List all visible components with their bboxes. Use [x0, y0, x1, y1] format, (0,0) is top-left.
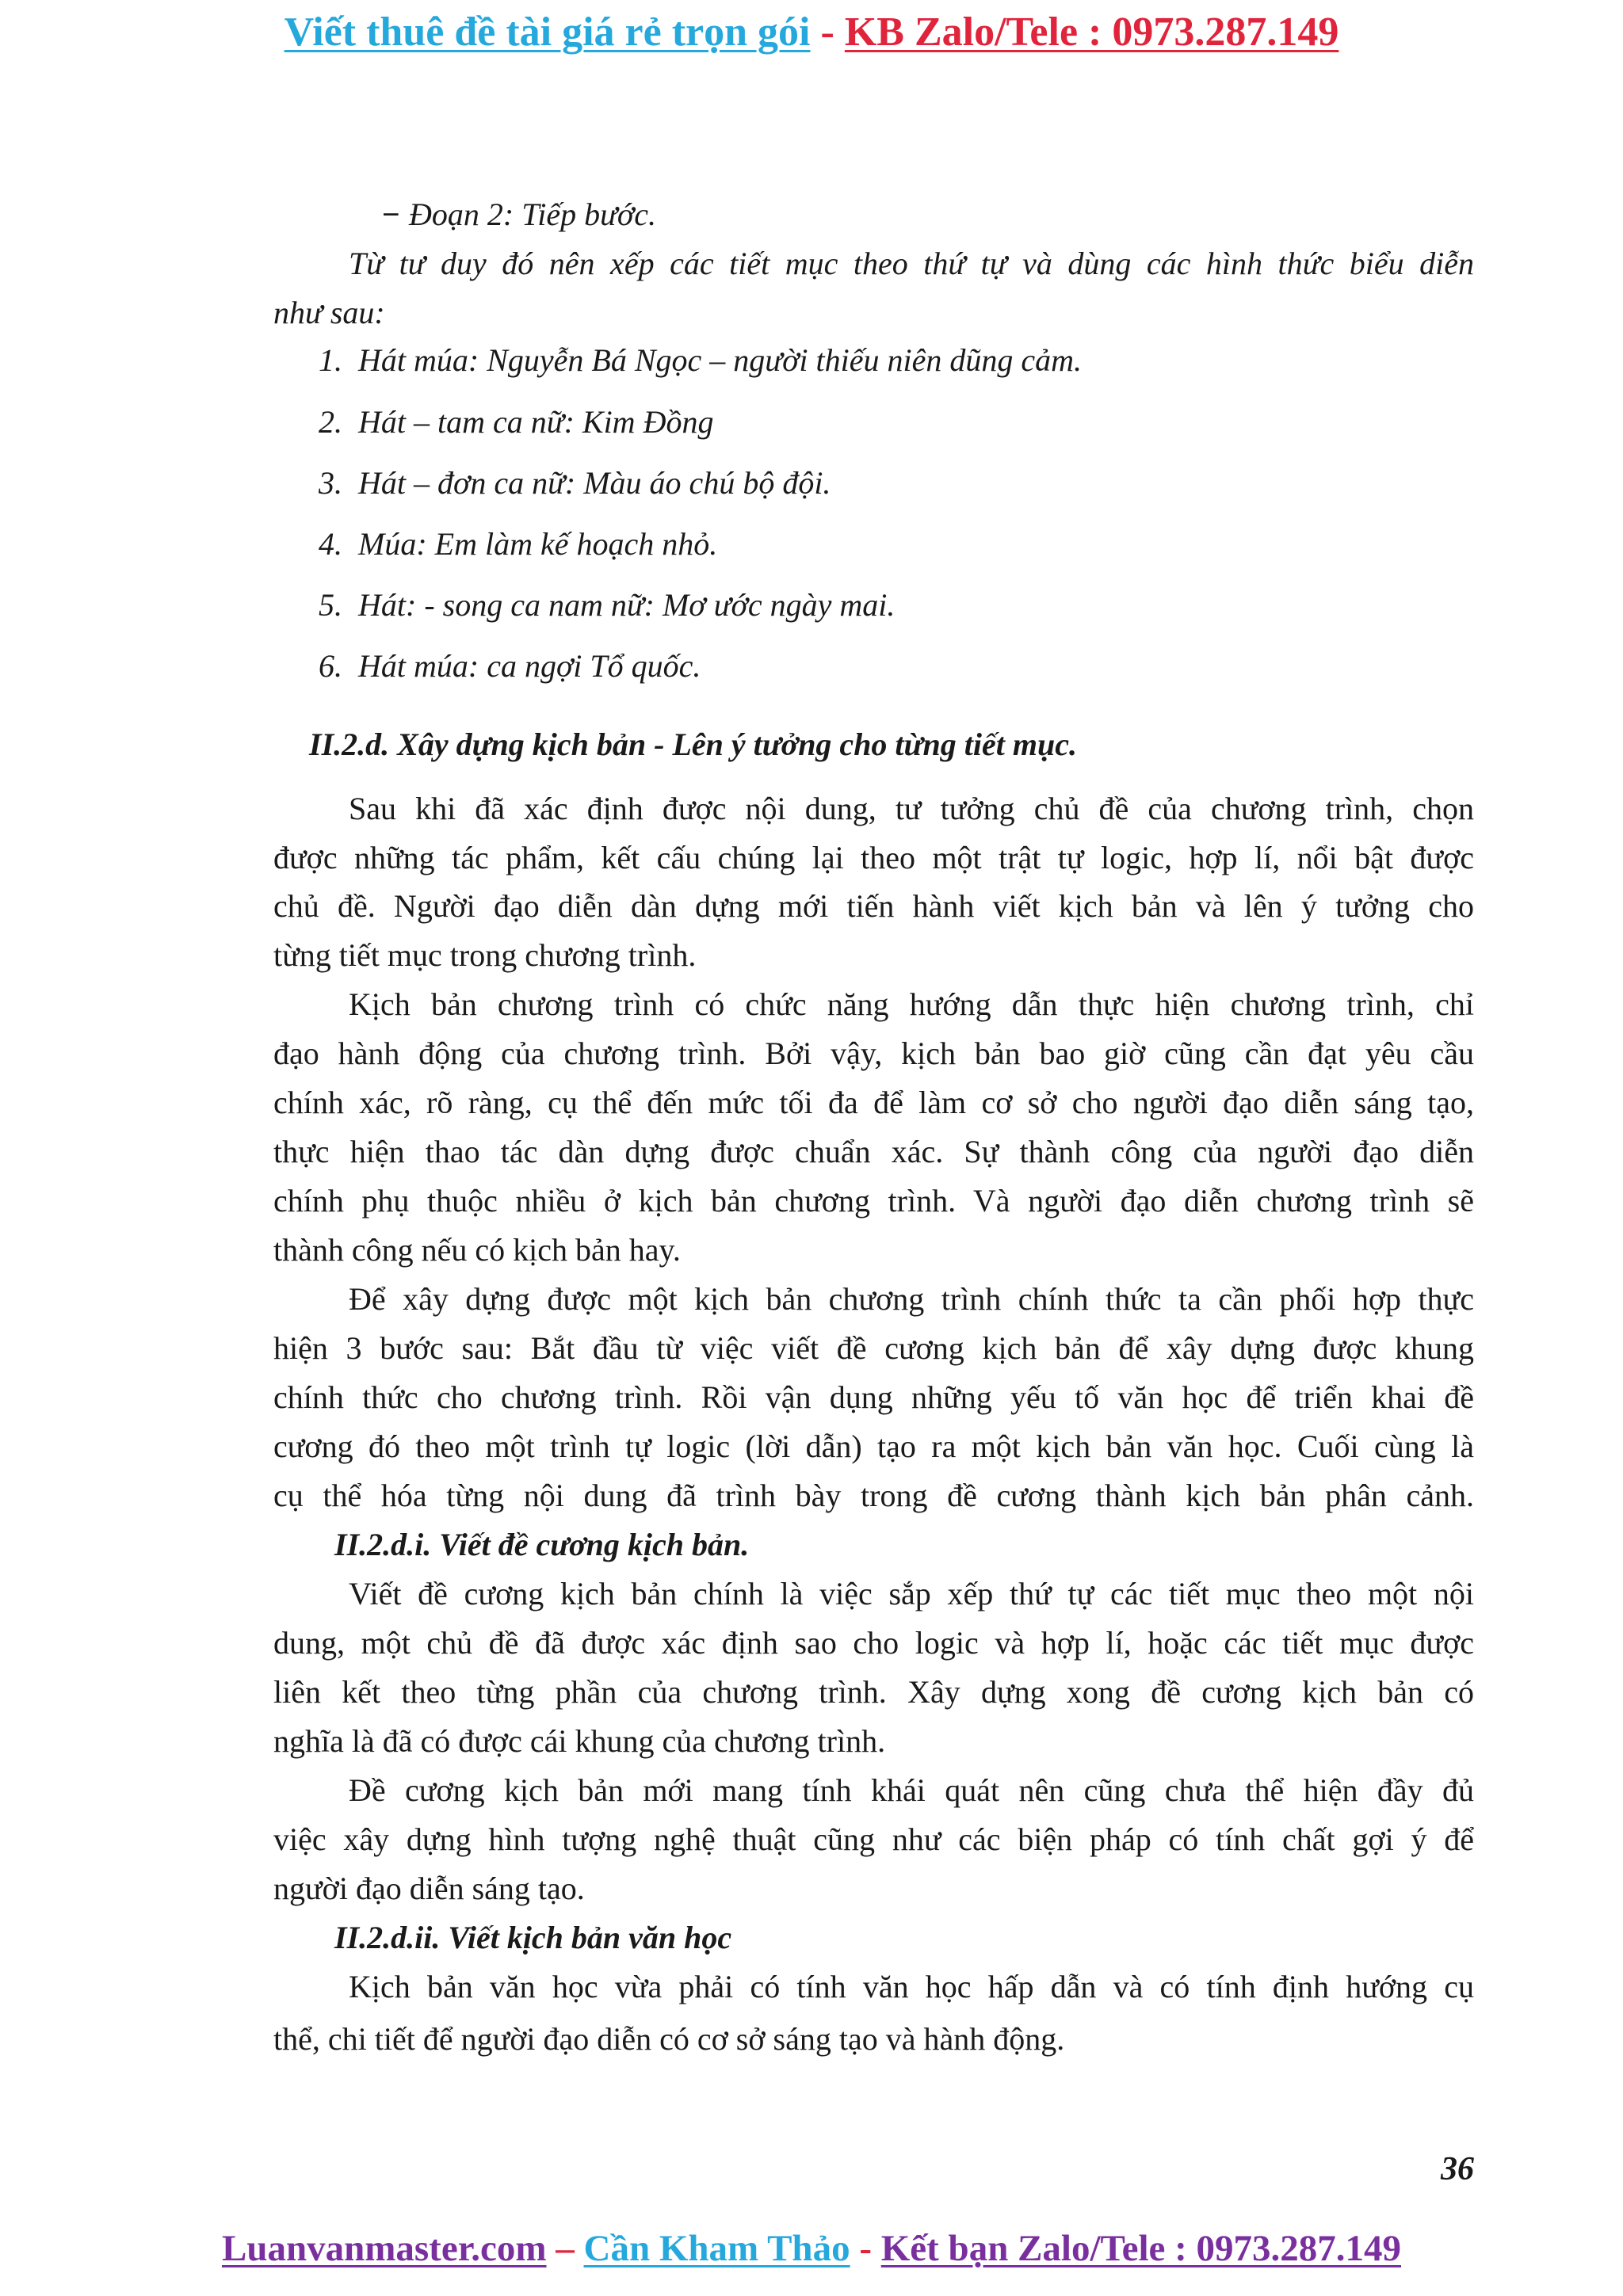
list-item: 3. Hát – đơn ca nữ: Màu áo chú bộ đội. [319, 465, 831, 501]
list-item: 2. Hát – tam ca nữ: Kim Đồng [319, 404, 714, 440]
paragraph-line: chính xác, rõ ràng, cụ thể đến mức tối đa để làm cơ sở cho người đạo diễn sáng tạo, [273, 1085, 1474, 1120]
page-number: 36 [1441, 2151, 1474, 2187]
part-2-text: Đoạn 2: Tiếp bước. [409, 196, 657, 232]
paragraph-line: đạo hành động của chương trình. Bởi vậy, kịch bản bao giờ cũng cần đạt yêu cầu [273, 1035, 1474, 1071]
paragraph-line: cương đó theo một trình tự logic (lời dẫn) tạo ra một kịch bản văn học. Cuối cùng là [273, 1428, 1474, 1464]
intro-line-2: như sau: [273, 295, 385, 330]
paragraph-line: chính phụ thuộc nhiều ở kịch bản chương trình. Và người đạo diễn chương trình sẽ [273, 1183, 1474, 1219]
header-banner [0, 5, 1623, 60]
footer-separator: - [850, 2228, 881, 2269]
paragraph-line: Sau khi đã xác định được nội dung, tư tưởng chủ đề của chương trình, chọn [349, 791, 1474, 826]
paragraph-line: Đề cương kịch bản mới mang tính khái quát nên cũng chưa thể hiện đầy đủ [349, 1772, 1474, 1808]
footer-separator: – [546, 2228, 584, 2269]
section-heading-2di: II.2.d.i. Viết đề cương kịch bản. [334, 1527, 750, 1562]
list-item: 6. Hát múa: ca ngợi Tổ quốc. [319, 648, 701, 684]
paragraph-line: Viết đề cương kịch bản chính là việc sắp xếp thứ tự các tiết mục theo một nội [349, 1576, 1474, 1611]
footer-author-link[interactable]: Cần Kham Thảo [583, 2228, 850, 2269]
footer-site-link[interactable]: Luanvanmaster.com [221, 2228, 547, 2269]
dash-bullet: − [382, 196, 400, 232]
paragraph-line: thành công nếu có kịch bản hay. [273, 1232, 681, 1268]
part-2-line [382, 190, 1583, 239]
section-heading-2d: II.2.d. Xây dựng kịch bản - Lên ý tưởng cho từng tiết mục. [309, 727, 1077, 762]
footer-banner [0, 2223, 1623, 2274]
list-item: 4. Múa: Em làm kế hoạch nhỏ. [319, 526, 718, 562]
list-item: 1. Hát múa: Nguyễn Bá Ngọc – người thiếu niên dũng cảm. [319, 342, 1083, 378]
paragraph-line: Để xây dựng được một kịch bản chương trình chính thức ta cần phối hợp thực [349, 1281, 1474, 1317]
paragraph-line: việc xây dựng hình tượng nghệ thuật cũng như các biện pháp có tính chất gợi ý để [273, 1821, 1474, 1857]
paragraph-line: thể, chi tiết để người đạo diễn có cơ sở sáng tạo và hành động. [273, 2021, 1065, 2057]
paragraph-line: nghĩa là đã có được cái khung của chương trình. [273, 1723, 886, 1759]
header-contact-link[interactable]: KB Zalo/Tele : 0973.287.149 [844, 10, 1339, 55]
paragraph-line: Kịch bản văn học vừa phải có tính văn học hấp dẫn và có tính định hướng cụ [349, 1969, 1474, 2004]
paragraph-line: thực hiện thao tác dàn dựng được chuẩn xác. Sự thành công của người đạo diễn [273, 1134, 1474, 1169]
list-item: 5. Hát: - song ca nam nữ: Mơ ước ngày mai. [319, 587, 896, 623]
paragraph-line: dung, một chủ đề đã được xác định sao cho logic và hợp lí, hoặc các tiết mục được [273, 1625, 1474, 1661]
paragraph-line: liên kết theo từng phần của chương trình. Xây dựng xong đề cương kịch bản có [273, 1674, 1474, 1710]
footer-contact-link[interactable]: Kết bạn Zalo/Tele : 0973.287.149 [880, 2228, 1402, 2269]
paragraph-line: chính thức cho chương trình. Rồi vận dụng những yếu tố văn học để triển khai đề [273, 1379, 1474, 1415]
header-service-link[interactable]: Viết thuê đề tài giá rẻ trọn gói [284, 10, 811, 55]
header-separator: - [810, 10, 845, 55]
paragraph-line: từng tiết mục trong chương trình. [273, 937, 697, 973]
intro-line-1: Từ tư duy đó nên xếp các tiết mục theo thứ tự và dùng các hình thức biểu diễn [349, 246, 1474, 281]
paragraph-line: được những tác phẩm, kết cấu chúng lại theo một trật tự logic, hợp lí, nổi bật được [273, 840, 1474, 875]
paragraph-line: Kịch bản chương trình có chức năng hướng dẫn thực hiện chương trình, chỉ [349, 986, 1474, 1022]
paragraph-line: người đạo diễn sáng tạo. [273, 1871, 585, 1906]
section-heading-2dii: II.2.d.ii. Viết kịch bản văn học [334, 1920, 732, 1955]
paragraph-line: hiện 3 bước sau: Bắt đầu từ việc viết đề cương kịch bản để xây dựng được khung [273, 1330, 1474, 1366]
paragraph-line: cụ thể hóa từng nội dung đã trình bày trong đề cương thành kịch bản phân cảnh. [273, 1478, 1474, 1513]
paragraph-line: chủ đề. Người đạo diễn dàn dựng mới tiến hành viết kịch bản và lên ý tưởng cho [273, 888, 1474, 924]
